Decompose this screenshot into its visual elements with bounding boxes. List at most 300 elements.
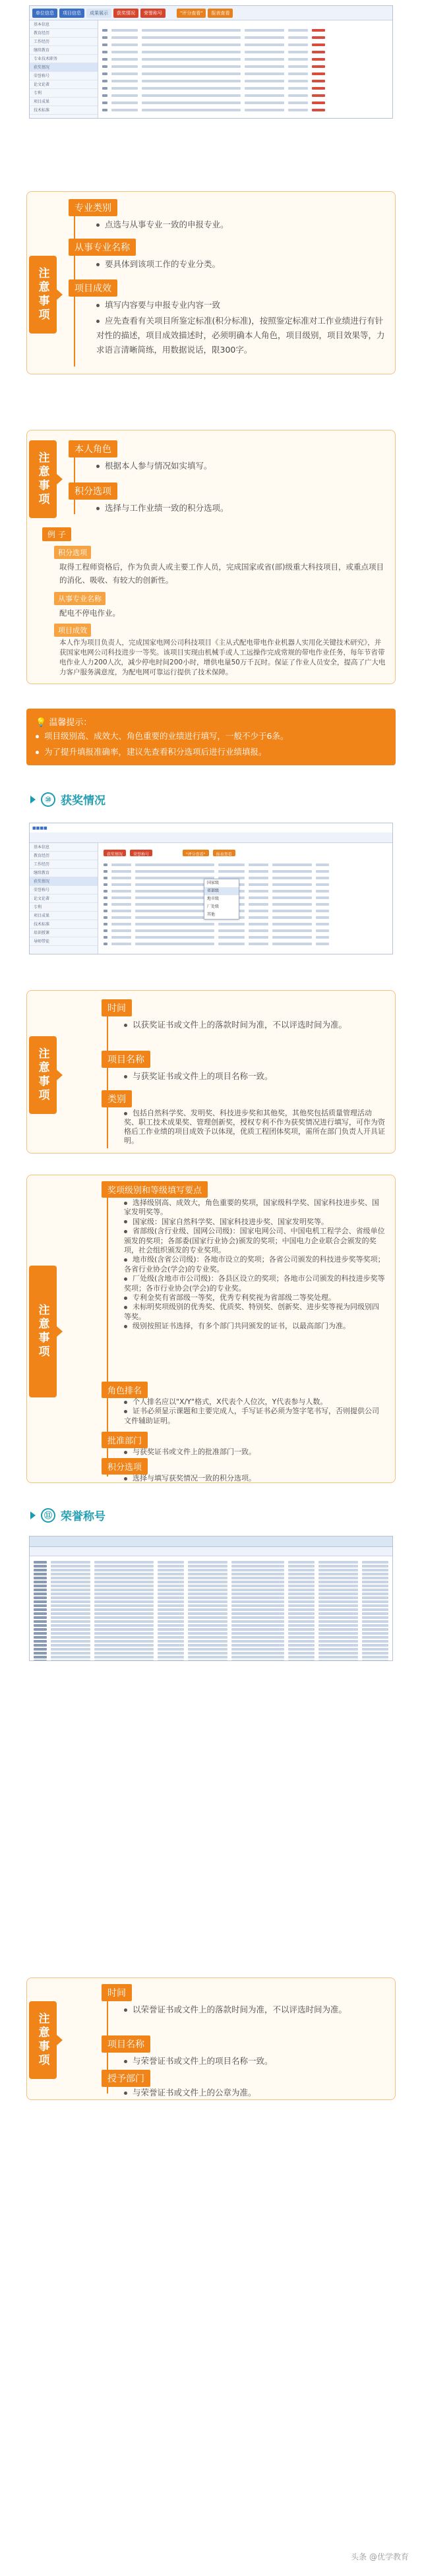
sidebar-item[interactable]: 技术标准	[30, 920, 98, 929]
table-row[interactable]	[104, 881, 388, 888]
table-cell	[102, 80, 107, 82]
table-row[interactable]	[104, 927, 388, 934]
table-cell	[245, 65, 284, 68]
item-text: 与荣誉证书或文件上的项目名称一致。	[124, 2054, 385, 2068]
table-cell	[135, 923, 214, 925]
example-text: 本人作为项目负责人，完成国家电网公司科技项目《主从式配电带电作业机器人实用化关键技术研究》，并获国家电网公司科技进步一等奖。该项目实现由机械手或人工远操作完成常规的带电作业任务，每年节省带电作业人力200人次，减少停电时间200小时，增供电量50万千瓦时。保证了作业人员安全，提高了广大电力客户服务满意度，为配电网可靠运行提供了技术保障。	[59, 639, 386, 676]
table-cell	[104, 877, 107, 879]
sidebar-item[interactable]: 继续教育	[30, 869, 98, 877]
sidebar-item[interactable]: 专业技术职务	[30, 55, 98, 63]
table-cell	[312, 109, 325, 111]
table-cell	[245, 51, 284, 53]
table-cell	[111, 44, 138, 46]
list-item: 国家级：国家自然科学奖、国家科技进步奖、国家发明奖等。	[124, 1217, 385, 1227]
table-cell	[288, 44, 308, 46]
table-cell	[312, 51, 325, 53]
table-cell	[218, 936, 245, 939]
label-pill: 项目名称	[102, 2035, 150, 2053]
table-cell	[135, 916, 214, 919]
table-cell	[316, 916, 329, 919]
item-text: 以荣誉证书或文件上的落款时间为准，不以评选时间为准。	[124, 2003, 385, 2017]
table-cell	[111, 51, 138, 53]
table-cell	[249, 936, 268, 939]
list-item: 级别按照证书选择，有多个部门共同颁发的证书，以最高部门为准。	[124, 1322, 385, 1331]
table-cell	[316, 910, 329, 912]
dropdown-option[interactable]: 其他	[207, 912, 216, 917]
table-cell	[245, 94, 284, 97]
nav-tab[interactable]: 成果展示	[86, 9, 111, 18]
table-cell	[218, 923, 245, 925]
table-cell	[288, 65, 308, 68]
table-cell	[272, 890, 312, 893]
section-header-awards	[30, 791, 106, 807]
header-row	[30, 1547, 392, 1556]
table-cell	[288, 109, 308, 111]
table-cell	[312, 29, 325, 32]
item-text: 根据本人参与情况如实填写。	[96, 459, 386, 473]
table-cell	[102, 44, 107, 46]
table-cell	[288, 87, 308, 90]
list-item: 地市级(含省公司级)：各地市设立的奖项；各省公司颁发的科技进步奖等奖项；各省行业协会(学会)的专业奖。	[124, 1255, 385, 1273]
dropdown-option[interactable]: 国家级	[207, 881, 220, 885]
table-cell	[104, 929, 107, 932]
table-cell	[249, 896, 268, 899]
table-cell	[218, 864, 245, 866]
label-pill: 从事专业名称	[69, 239, 136, 256]
item-text: 选择与工作业绩一致的积分选项。	[96, 501, 386, 515]
sidebar-item[interactable]: 论文论著	[30, 80, 98, 89]
table-cell	[135, 903, 214, 906]
list-item: 个人排名应以"X/Y"格式，X代表个人位次，Y代表参与人数。	[124, 1397, 385, 1407]
table-cell	[102, 73, 107, 75]
screenshot-work-performance	[29, 5, 393, 119]
table-cell	[111, 29, 138, 32]
table-cell	[135, 877, 214, 879]
table-cell	[245, 80, 284, 82]
table-cell	[318, 1660, 358, 1661]
table-cell	[111, 890, 131, 893]
example-text: 取得工程师资格后，作为负责人或主要工作人员，完成国家或省(部)级重大科技项目，或重点项目的消化、吸收、有较大的创新性。	[59, 562, 384, 585]
table-cell	[104, 916, 107, 919]
table-cell	[102, 51, 107, 53]
table-cell	[142, 44, 241, 46]
sidebar-item[interactable]: 荣誉称号	[30, 72, 98, 80]
section-header-honors	[30, 1507, 106, 1523]
table-cell	[104, 943, 107, 945]
table-row[interactable]	[104, 894, 388, 901]
table-cell	[272, 864, 312, 866]
label-pill: 积分选项	[102, 1458, 148, 1475]
example-sub-label: 项目成效	[54, 624, 91, 637]
table-cell	[111, 936, 131, 939]
table-cell	[249, 923, 268, 925]
table-row[interactable]	[104, 914, 388, 921]
table-cell	[102, 36, 107, 39]
list-item: 专利金奖有省部级一等奖，优秀专利奖视为省部级二等奖处理。	[124, 1293, 385, 1303]
table-cell	[272, 910, 312, 912]
nav-tab-score[interactable]: "评分查看"	[183, 850, 209, 856]
example-label: 例 子	[42, 527, 71, 541]
table-cell	[142, 109, 241, 111]
table-cell	[312, 44, 325, 46]
table-cell	[142, 102, 241, 104]
section-number: ⑩	[41, 792, 55, 807]
table-cell	[111, 36, 138, 39]
dropdown-option[interactable]: 省部级	[204, 887, 239, 895]
tip-line: 项目级别高、成效大、角色重要的业绩进行填写，一般不少于6条。	[36, 730, 385, 743]
item-list	[124, 1198, 385, 1332]
table-cell	[316, 890, 329, 893]
nav-tab[interactable]: 单位信息	[32, 9, 57, 18]
sidebar-item[interactable]: 工作经历	[30, 38, 98, 46]
sidebar-item[interactable]: 专利	[30, 903, 98, 912]
table-cell	[312, 102, 325, 104]
table-cell	[316, 864, 329, 866]
table-cell	[111, 58, 138, 61]
table-row[interactable]	[104, 908, 388, 914]
table-cell	[312, 73, 325, 75]
table-cell	[111, 870, 131, 873]
table-cell	[135, 936, 214, 939]
table-cell	[111, 87, 138, 90]
label-pill: 项目成效	[69, 279, 117, 297]
table-cell	[142, 73, 241, 75]
table-cell	[272, 936, 312, 939]
nav-tab-highlight[interactable]: 获奖情况	[113, 9, 138, 18]
table-cell	[142, 58, 241, 61]
notice-badge: 注意事项	[29, 440, 57, 518]
table-cell	[249, 943, 268, 945]
notice-badge: 注意事项	[29, 2001, 57, 2079]
table-cell	[231, 1660, 284, 1661]
table-cell	[111, 80, 138, 82]
nav-tab-highlight[interactable]: 获奖情况	[104, 850, 126, 856]
list-item: 省部级(含行业级、国网公司级)：国家电网公司、中国电机工程学会、省级单位颁发的奖项；各部委(国家行业协会)颁发的奖项；中国电力企业联合会颁发的奖项，社会组织颁发的专业奖项。	[124, 1227, 385, 1255]
table-cell	[272, 883, 312, 886]
sidebar-item[interactable]: 获奖情况	[30, 63, 98, 72]
sidebar-item[interactable]: 教育经历	[30, 29, 98, 38]
warm-tip-box	[26, 709, 396, 765]
table-cell	[316, 923, 329, 925]
table-cell	[288, 73, 308, 75]
label-pill: 专业类别	[69, 199, 117, 216]
table-cell	[249, 929, 268, 932]
table-cell	[94, 1660, 154, 1661]
label-pill: 本人角色	[69, 440, 117, 457]
example-text: 配电不停电作业。	[59, 608, 120, 618]
notice-badge: 注意事项	[29, 256, 57, 334]
item-text: 与获奖证书或文件上的项目名称一致。	[124, 1069, 385, 1084]
table-cell	[288, 1660, 315, 1661]
table-cell	[111, 73, 138, 75]
sidebar-item[interactable]: 教育经历	[30, 852, 98, 860]
table-cell	[288, 58, 308, 61]
section-title: 荣誉称号	[61, 1510, 106, 1523]
table-cell	[316, 929, 329, 932]
sidebar-item[interactable]: 获奖情况	[30, 877, 98, 886]
table-row[interactable]	[104, 901, 388, 908]
table-cell	[312, 58, 325, 61]
nav-tab-report[interactable]: 报表查看	[213, 850, 235, 856]
dropdown-option[interactable]: 厂处级	[207, 904, 220, 909]
notice-card-5	[26, 1977, 396, 2100]
nav-tab[interactable]: 项目信息	[59, 9, 84, 18]
table-cell	[104, 890, 107, 893]
table-cell	[104, 883, 107, 886]
table-cell	[218, 870, 245, 873]
table-cell	[135, 870, 214, 873]
table-cell	[218, 929, 245, 932]
table-cell	[312, 80, 325, 82]
table-cell	[288, 80, 308, 82]
table-cell	[104, 864, 107, 866]
table-cell	[312, 87, 325, 90]
list-item: 未标明奖项级别的优秀奖、优质奖、特别奖、创新奖、进步奖等视为同级别四等奖。	[124, 1303, 379, 1321]
label-pill: 积分选项	[69, 483, 117, 500]
table-cell	[245, 44, 284, 46]
table-row[interactable]	[104, 941, 388, 947]
table-row[interactable]	[102, 78, 388, 84]
table-cell	[245, 87, 284, 90]
table-cell	[245, 29, 284, 32]
table-cell	[362, 1660, 388, 1661]
table-row[interactable]	[102, 34, 388, 41]
example-sub-label: 从事专业名称	[54, 592, 106, 605]
table-cell	[142, 87, 241, 90]
table-cell	[272, 916, 312, 919]
nav-tab-report[interactable]: 报表查看	[208, 9, 233, 18]
table-cell	[135, 910, 214, 912]
table-cell	[249, 890, 268, 893]
table-row[interactable]	[102, 27, 388, 34]
arrow-icon	[30, 796, 36, 804]
timeline-line	[107, 1003, 108, 1148]
sidebar	[30, 843, 98, 954]
table-cell	[316, 877, 329, 879]
item-list	[124, 1474, 385, 1483]
table-cell	[312, 94, 325, 97]
item-text: 与荣誉证书或文件上的公章为准。	[124, 2086, 385, 2100]
table-cell	[272, 896, 312, 899]
table-cell	[102, 87, 107, 90]
table-row[interactable]	[104, 921, 388, 927]
table-cell	[316, 870, 329, 873]
table-row[interactable]	[104, 888, 388, 894]
item-text: 要具体到该项工作的专业分类。	[96, 257, 386, 272]
dropdown-option[interactable]: 地市级	[207, 896, 220, 901]
section-title: 获奖情况	[61, 794, 106, 807]
sidebar-item[interactable]: 导师带徒	[30, 937, 98, 946]
label-pill: 授予部门	[102, 2070, 150, 2087]
sidebar-item[interactable]: 基本信息	[30, 20, 98, 29]
table-cell	[272, 870, 312, 873]
example-sub-label: 积分选项	[54, 546, 91, 559]
table-cell	[142, 65, 241, 68]
sidebar-item[interactable]: 专利	[30, 89, 98, 98]
table-row[interactable]	[102, 107, 388, 113]
table-row[interactable]	[102, 92, 388, 99]
nav-tab-score[interactable]: "评分查看"	[177, 9, 206, 18]
sidebar-item[interactable]: 论文论著	[30, 894, 98, 903]
table-cell	[288, 29, 308, 32]
label-pill: 类别	[102, 1090, 132, 1107]
table-cell	[158, 1660, 184, 1661]
table-cell	[102, 102, 107, 104]
form-row	[104, 850, 380, 856]
table-cell	[272, 923, 312, 925]
table-cell	[288, 102, 308, 104]
toolbar	[30, 833, 392, 843]
table-cell	[111, 877, 131, 879]
table-cell	[102, 29, 107, 32]
table-cell	[249, 870, 268, 873]
table-cell	[135, 864, 214, 866]
table-cell	[188, 1660, 227, 1661]
label-pill: 奖项级别和等级填写要点	[102, 1181, 208, 1198]
table-cell	[104, 903, 107, 906]
table-cell	[102, 109, 107, 111]
table-cell	[272, 877, 312, 879]
table-cell	[135, 943, 214, 945]
notice-badge: 注意事项	[29, 1036, 57, 1114]
table-cell	[249, 864, 268, 866]
table-cell	[111, 916, 131, 919]
table-cell	[135, 929, 214, 932]
nav-tab-highlight[interactable]: 荣誉称号	[140, 9, 166, 18]
label-pill: 角色排名	[102, 1382, 148, 1398]
item-text: 应先查看有关项目所鉴定标准(积分标准)，按照鉴定标准对工作业绩进行有针对性的描述，项目成效描述时，必须明确本人角色，项目级别，项目效果等，力求语言清晰简练，用数据说话，限300字。	[96, 316, 385, 355]
table-cell	[272, 929, 312, 932]
list-item: 选择与填写获奖情况一致的积分选项。	[124, 1474, 385, 1483]
item-list	[124, 1397, 385, 1426]
toolbar	[30, 1537, 392, 1547]
sidebar-item[interactable]: 培训授课	[30, 929, 98, 937]
table-cell	[249, 903, 268, 906]
table-row[interactable]	[104, 875, 388, 881]
nav-logo: ■■■■	[32, 825, 47, 831]
list-item: 选择级别高、成效大，角色重要的奖项，国家级科学奖、国家科技进步奖、国家发明奖等。	[124, 1198, 379, 1217]
table-row[interactable]	[102, 42, 388, 48]
list-item: 与获奖证书或文件上的批准部门一致。	[124, 1448, 385, 1457]
top-nav	[30, 6, 392, 20]
sidebar	[30, 20, 98, 118]
table-cell	[316, 883, 329, 886]
table-cell	[245, 102, 284, 104]
label-pill: 时间	[102, 1984, 132, 2001]
table-cell	[135, 896, 214, 899]
list-item: 证书必须显示课题和主要完成人，手写证书必须为签字笔书写，否则提供公司文件辅助证明。	[124, 1407, 379, 1425]
sidebar-item[interactable]: 项目成果	[30, 98, 98, 106]
table-cell	[102, 94, 107, 97]
table-cell	[104, 896, 107, 899]
table-cell	[312, 36, 325, 39]
screenshot-honors	[29, 1536, 393, 1661]
table-cell	[102, 58, 107, 61]
table-cell	[316, 943, 329, 945]
table-cell	[288, 94, 308, 97]
table-cell	[218, 943, 245, 945]
table-cell	[142, 51, 241, 53]
table-cell	[102, 65, 107, 68]
label-pill: 时间	[102, 999, 132, 1016]
table-cell	[316, 936, 329, 939]
table-cell	[272, 943, 312, 945]
table-cell	[142, 80, 241, 82]
sidebar-item[interactable]: 项目成果	[30, 912, 98, 920]
sidebar-item[interactable]: 荣誉称号	[30, 886, 98, 894]
item-text: 以获奖证书或文件上的落款时间为准，不以评选时间为准。	[124, 1018, 385, 1032]
table-row[interactable]	[102, 49, 388, 55]
table-cell	[111, 896, 131, 899]
sidebar-item[interactable]: 技术标准	[30, 106, 98, 115]
sidebar-item[interactable]: 基本信息	[30, 843, 98, 852]
table-cell	[111, 903, 131, 906]
screenshot-awards	[29, 823, 393, 954]
table-cell	[142, 29, 241, 32]
section-number: ⑪	[41, 1508, 55, 1523]
table-cell	[245, 73, 284, 75]
table-row[interactable]	[104, 862, 388, 868]
table-cell	[34, 1660, 47, 1661]
table-cell	[111, 109, 138, 111]
table-cell	[51, 1660, 90, 1661]
table-cell	[245, 109, 284, 111]
table-cell	[272, 903, 312, 906]
sidebar-item[interactable]: 继续教育	[30, 46, 98, 55]
bulb-icon: 💡	[36, 718, 47, 728]
tip-line: 为了提升填报准确率，建议先查看积分选项后进行业绩填报。	[36, 746, 385, 759]
table-row[interactable]	[34, 1658, 388, 1661]
table-row[interactable]	[102, 56, 388, 63]
table-cell	[111, 94, 138, 97]
arrow-icon	[30, 1511, 36, 1519]
table-cell	[249, 883, 268, 886]
table-cell	[111, 943, 131, 945]
table-cell	[312, 65, 325, 68]
table-cell	[111, 883, 131, 886]
table-cell	[111, 864, 131, 866]
table-cell	[104, 923, 107, 925]
label-pill: 项目名称	[102, 1051, 150, 1068]
table-row[interactable]	[102, 85, 388, 92]
table-cell	[249, 877, 268, 879]
table-cell	[111, 923, 131, 925]
table-cell	[111, 65, 138, 68]
table-cell	[316, 896, 329, 899]
table-row[interactable]	[104, 868, 388, 875]
tip-title: 💡 温馨提示：	[36, 718, 92, 728]
table-cell	[111, 102, 138, 104]
table-row[interactable]	[102, 71, 388, 77]
table-cell	[249, 910, 268, 912]
level-dropdown[interactable]	[204, 879, 239, 920]
table-cell	[288, 51, 308, 53]
table-cell	[142, 36, 241, 39]
table-cell	[111, 910, 131, 912]
table-cell	[245, 36, 284, 39]
sidebar-item[interactable]: 工作经历	[30, 860, 98, 869]
table-row[interactable]	[102, 100, 388, 106]
nav-tab-highlight[interactable]: 荣誉称号	[130, 850, 152, 856]
table-row[interactable]	[104, 934, 388, 941]
table-cell	[111, 929, 131, 932]
item-text: 点选与从事专业一致的申报专业。	[96, 218, 386, 232]
notice-badge: 注意事项	[29, 1266, 57, 1397]
table-row[interactable]	[102, 63, 388, 70]
table-cell	[316, 903, 329, 906]
list-item: 厂处级(含地市市公司级)：各县区设立的奖项；各地市公司颁发的科技进步奖等奖项；各市行业协会(学会)的专业奖。	[124, 1274, 385, 1293]
table-cell	[104, 910, 107, 912]
